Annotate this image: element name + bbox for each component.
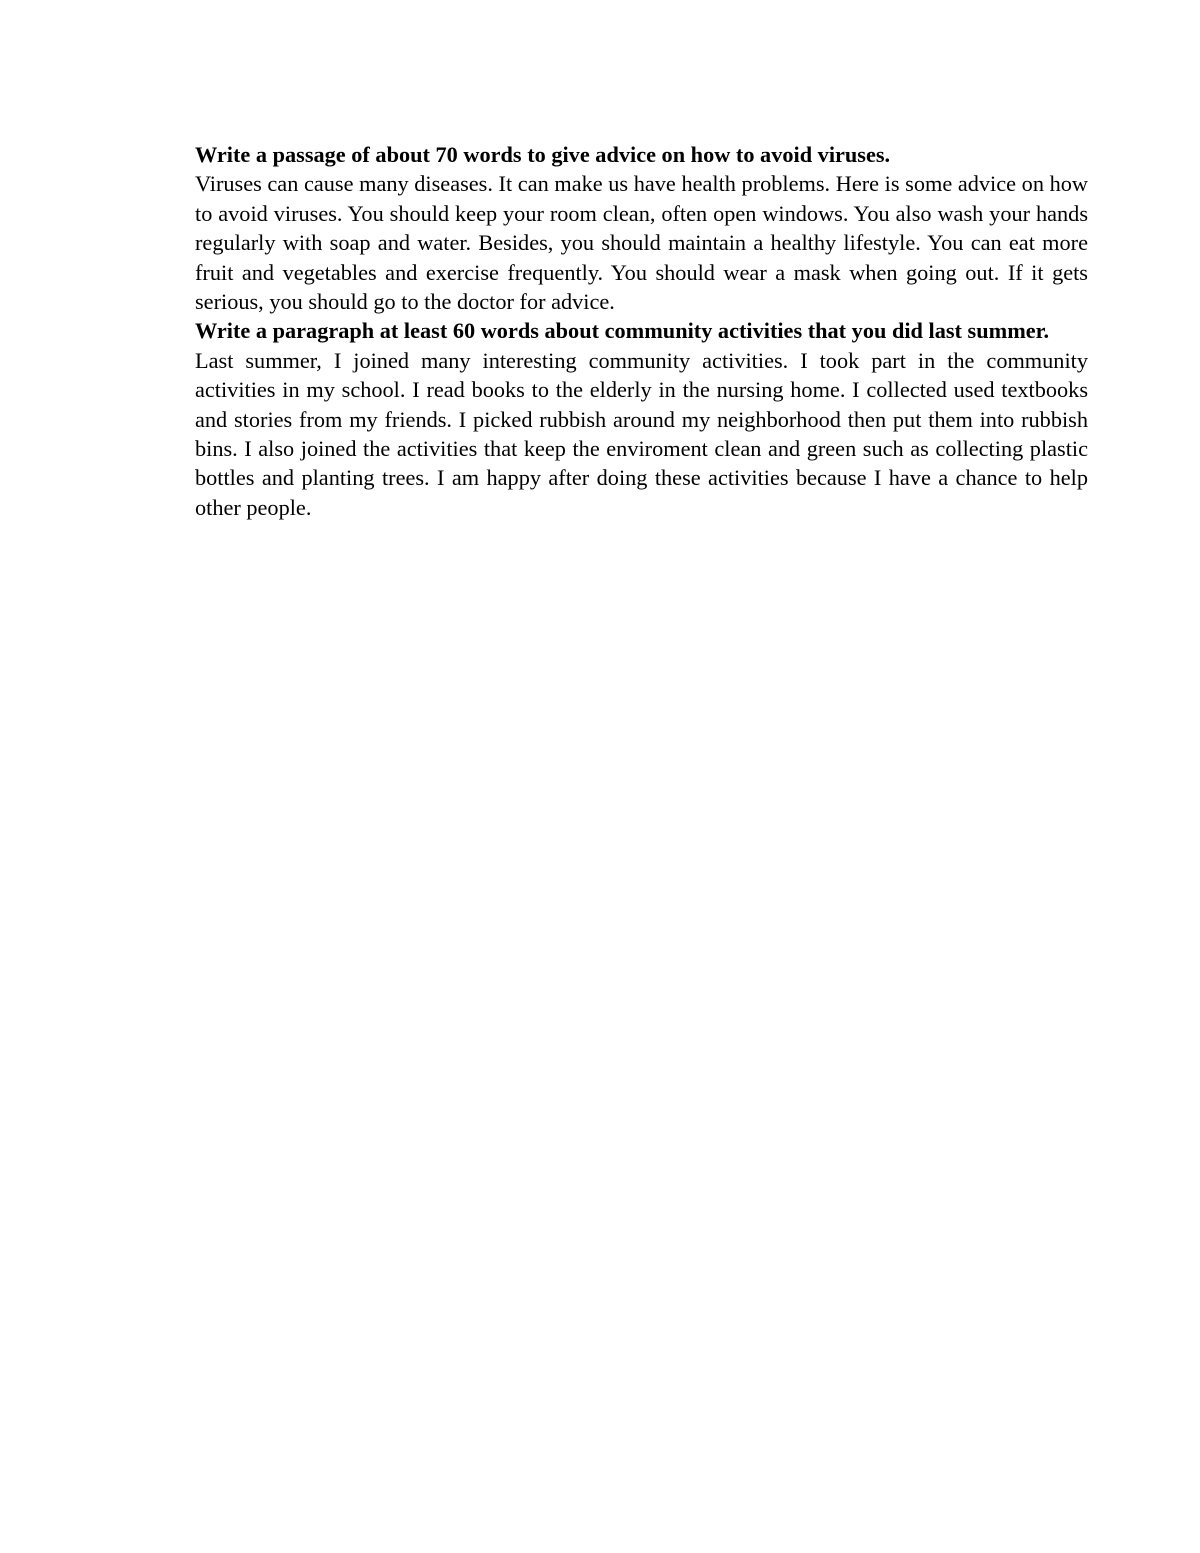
section-1-body: Viruses can cause many diseases. It can make us have health problems. Here is some advice on how to avoid viruses. You should keep your room clean, often open windows. You also wash your hands regularly with soap and water. Besides, you should maintain a healthy lifestyle. You can eat more fruit and vegetables and exercise frequently. You should wear a mask when going out. If it gets serious, you should go to the doctor for advice.: [195, 171, 1088, 315]
section-2-heading: Write a paragraph at least 60 words about community activities that you did last summer.: [195, 318, 1050, 344]
document-content: [195, 140, 1088, 522]
section-2-body: Last summer, I joined many interesting community activities. I took part in the community activities in my school. I read books to the elderly in the nursing home. I collected used textbooks and stories from my friends. I picked rubbish around my neighborhood then put them into rubbish bins. I also joined the activities that keep the enviroment clean and green such as collecting plastic bottles and planting trees. I am happy after doing these activities because I have a chance to help other people.: [195, 347, 1088, 520]
section-1-heading: Write a passage of about 70 words to give advice on how to avoid viruses.: [195, 142, 891, 167]
